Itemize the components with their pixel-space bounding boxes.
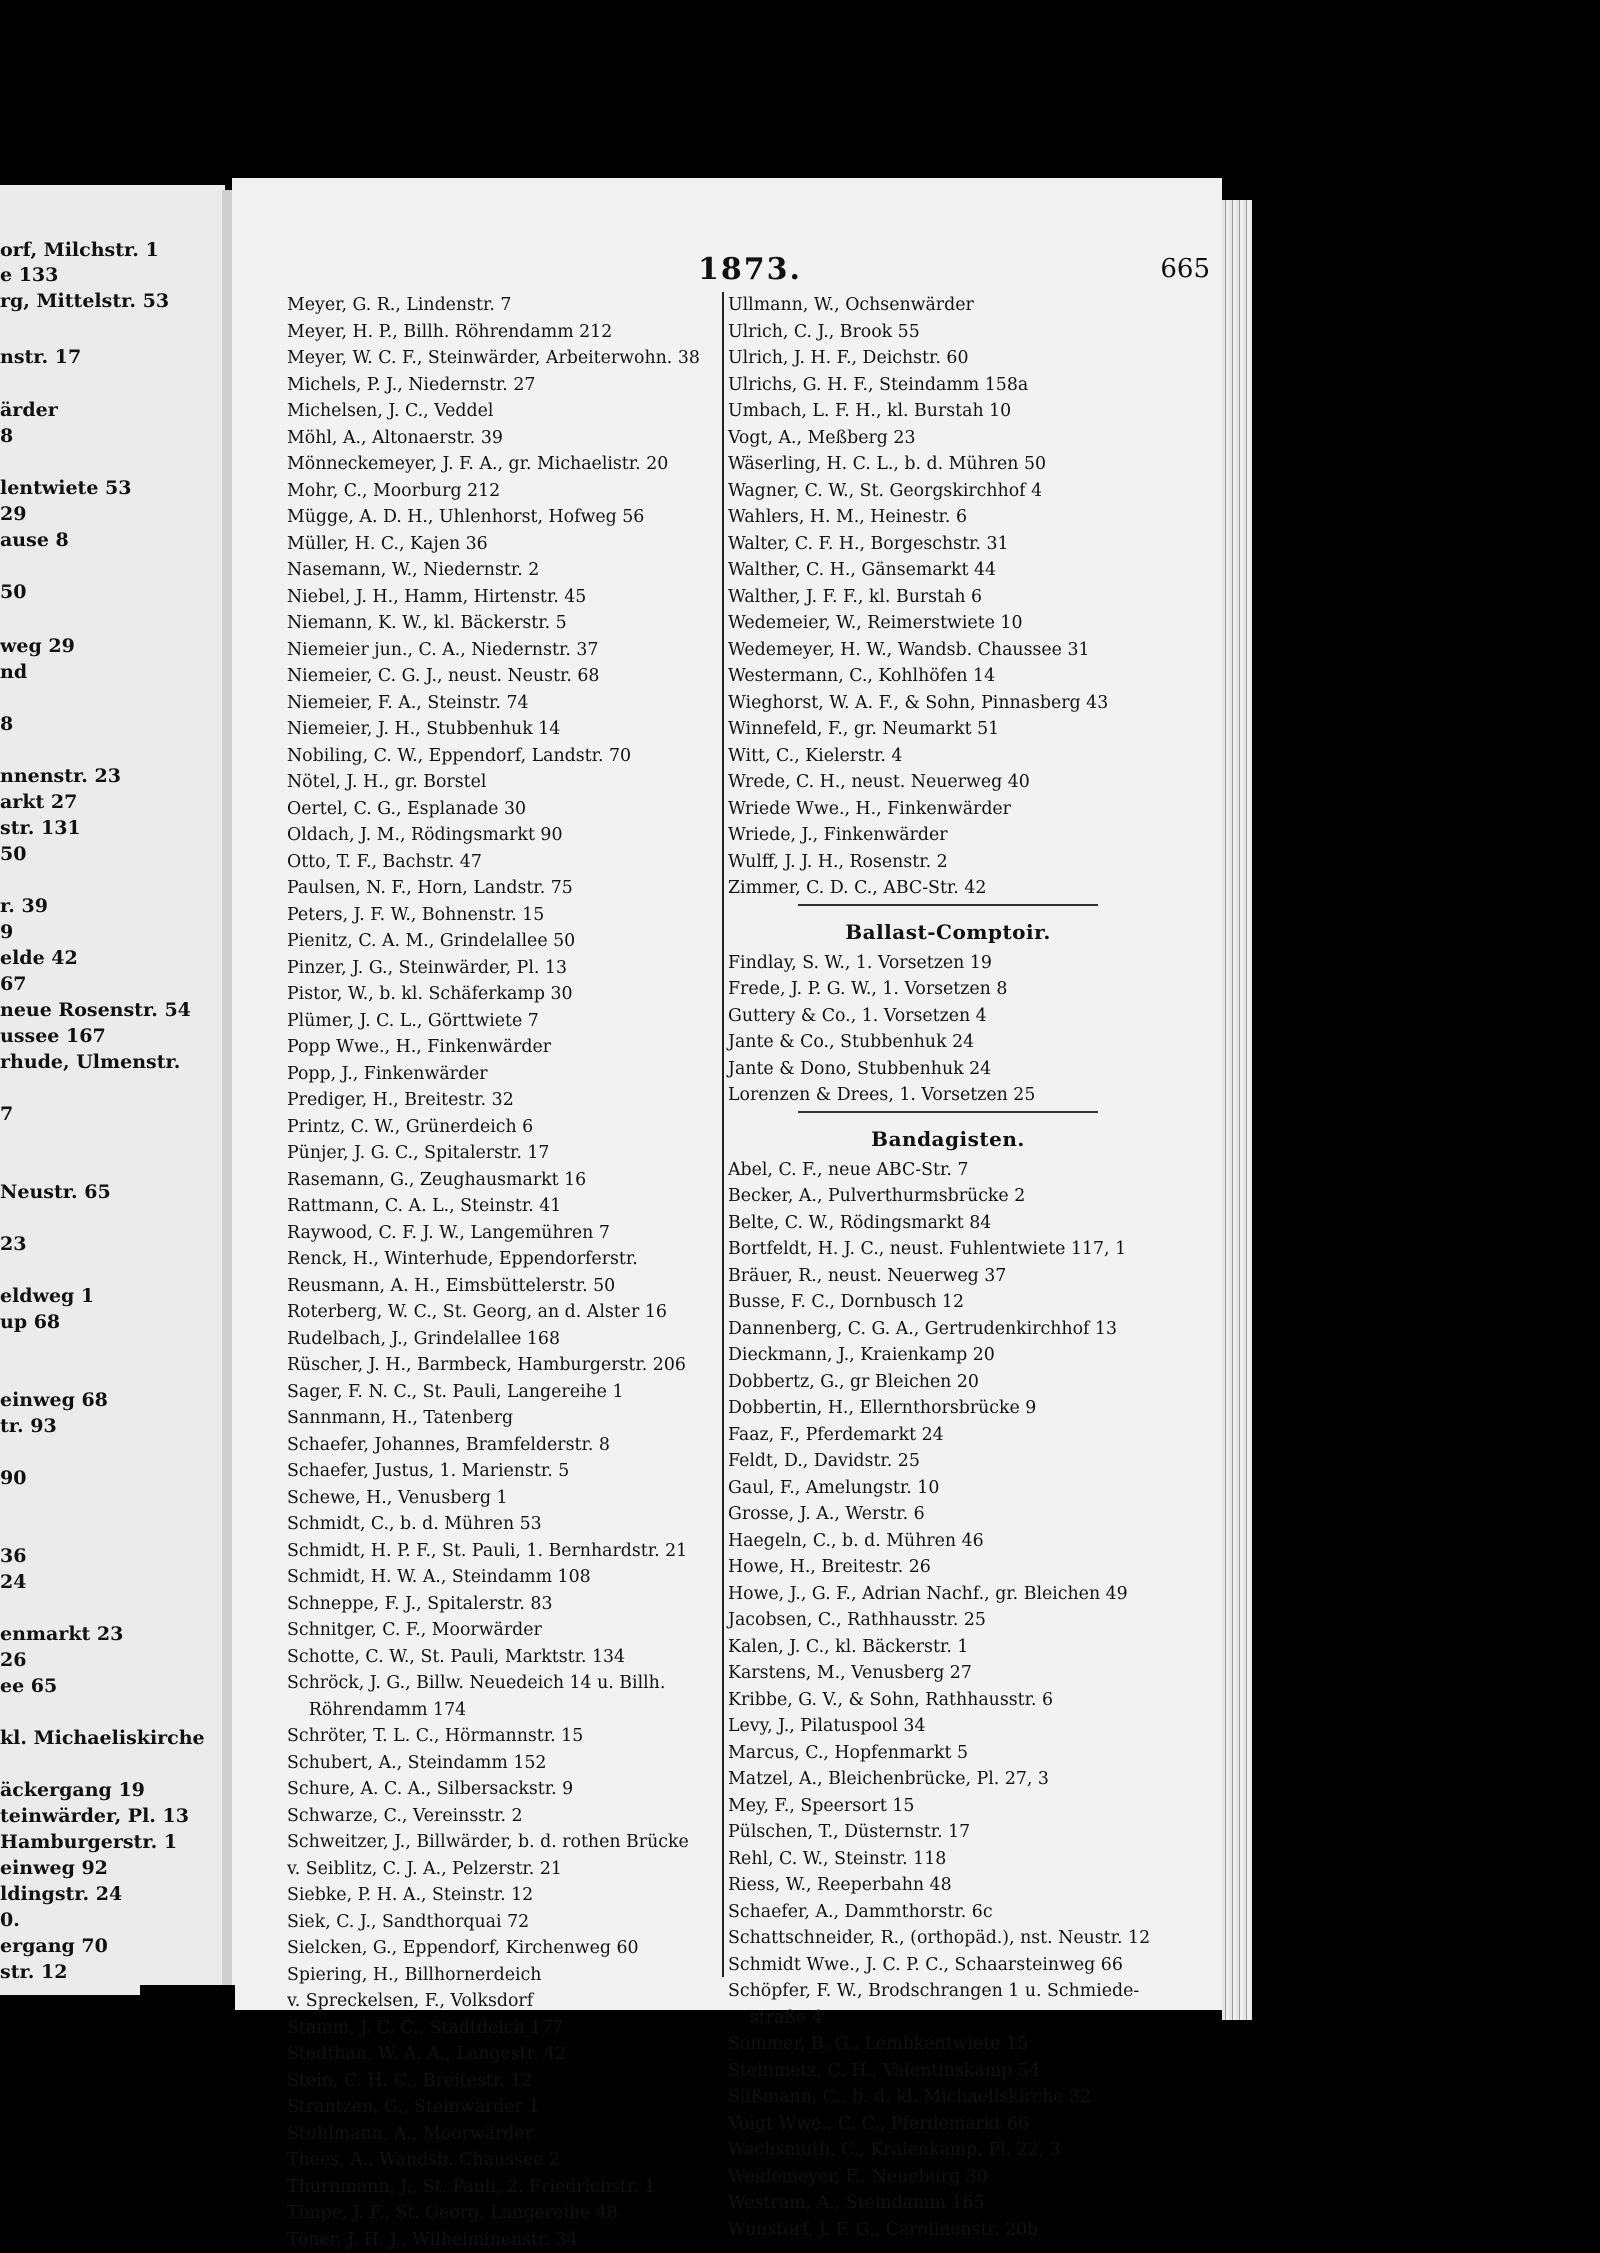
- left-page-entry: 90: [0, 1466, 26, 1490]
- directory-entry: Stedthan, W. A. A., Langestr. 42: [287, 2041, 723, 2068]
- directory-entry: Westermann, C., Kohlhöfen 14: [728, 663, 1164, 690]
- directory-entry: Paulsen, N. F., Horn, Landstr. 75: [287, 875, 723, 902]
- left-page-entry: neue Rosenstr. 54: [0, 998, 191, 1022]
- left-page-entry: nd: [0, 660, 27, 684]
- directory-entry: Raywood, C. F. J. W., Langemühren 7: [287, 1220, 723, 1247]
- left-page-entry: ergang 70: [0, 1934, 108, 1958]
- directory-entry: Wieghorst, W. A. F., & Sohn, Pinnasberg 43: [728, 690, 1164, 717]
- directory-entry: Röhrendamm 174: [287, 1697, 723, 1724]
- directory-entry: Pünjer, J. G. C., Spitalerstr. 17: [287, 1140, 723, 1167]
- directory-entry: Dobbertin, H., Ellernthorsbrücke 9: [728, 1395, 1164, 1422]
- directory-entry: Printz, C. W., Grünerdeich 6: [287, 1114, 723, 1141]
- directory-entry: Wunstorf, J. F. G., Carolinenstr. 20b: [728, 2217, 1164, 2244]
- directory-entry: Abel, C. F., neue ABC-Str. 7: [728, 1157, 1164, 1184]
- directory-entry: Schmidt Wwe., J. C. P. C., Schaarsteinweg 66: [728, 1952, 1164, 1979]
- directory-entry: Nötel, J. H., gr. Borstel: [287, 769, 723, 796]
- directory-entry: Voigt Wwe., C. C., Pferdemarkt 66: [728, 2111, 1164, 2138]
- page-edges: [1222, 200, 1252, 2020]
- directory-entry: Ullmann, W., Ochsenwärder: [728, 292, 1164, 319]
- directory-entry: Reusmann, A. H., Eimsbüttelerstr. 50: [287, 1273, 723, 1300]
- directory-entry: Meyer, W. C. F., Steinwärder, Arbeiterwohn. 38: [287, 345, 723, 372]
- directory-entry: Dobbertz, G., gr Bleichen 20: [728, 1369, 1164, 1396]
- directory-entry: Umbach, L. F. H., kl. Burstah 10: [728, 398, 1164, 425]
- directory-entry: Karstens, M., Venusberg 27: [728, 1660, 1164, 1687]
- directory-entry: Witt, C., Kielerstr. 4: [728, 743, 1164, 770]
- column-divider: [722, 292, 724, 1977]
- directory-entry: Busse, F. C., Dornbusch 12: [728, 1289, 1164, 1316]
- directory-entry: Sannmann, H., Tatenberg: [287, 1405, 723, 1432]
- directory-entry: Stamm, J. C. C., Stadtdeich 177: [287, 2015, 723, 2042]
- directory-entry: Mönneckemeyer, J. F. A., gr. Michaelistr. 20: [287, 451, 723, 478]
- left-page-entry: 0.: [0, 1908, 20, 1932]
- directory-entry: Wachsmuth, C., Kraienkamp, Pl. 22, 3: [728, 2137, 1164, 2164]
- directory-entry: Stein, C. H. C., Breitestr. 12: [287, 2068, 723, 2095]
- section-heading: Ballast-Comptoir.: [728, 910, 1168, 950]
- page-year: 1873.: [698, 252, 802, 287]
- left-page-entry: nnenstr. 23: [0, 764, 121, 788]
- directory-entry: Rasemann, G., Zeughausmarkt 16: [287, 1167, 723, 1194]
- directory-entry: Wulff, J. J. H., Rosenstr. 2: [728, 849, 1164, 876]
- left-page-entry: arkt 27: [0, 790, 77, 814]
- directory-entry: Pistor, W., b. kl. Schäferkamp 30: [287, 981, 723, 1008]
- directory-entry: Popp Wwe., H., Finkenwärder: [287, 1034, 723, 1061]
- directory-entry: v. Spreckelsen, F., Volksdorf: [287, 1988, 723, 2015]
- directory-entry: Bortfeldt, H. J. C., neust. Fuhlentwiete 117, 1: [728, 1236, 1164, 1263]
- left-page-entry: up 68: [0, 1310, 60, 1334]
- section-rule: [798, 1111, 1098, 1113]
- directory-entry: Rattmann, C. A. L., Steinstr. 41: [287, 1193, 723, 1220]
- directory-entry: Siebke, P. H. A., Steinstr. 12: [287, 1882, 723, 1909]
- left-page-entry: ee 65: [0, 1674, 57, 1698]
- directory-entry: Levy, J., Pilatuspool 34: [728, 1713, 1164, 1740]
- directory-entry: Walther, C. H., Gänsemarkt 44: [728, 557, 1164, 584]
- directory-entry: Belte, C. W., Rödingsmarkt 84: [728, 1210, 1164, 1237]
- left-page-entry: weg 29: [0, 634, 75, 658]
- directory-entry: Zimmer, C. D. C., ABC-Str. 42: [728, 875, 1164, 902]
- left-page-entry: enmarkt 23: [0, 1622, 123, 1646]
- directory-entry: Mey, F., Speersort 15: [728, 1793, 1164, 1820]
- directory-entry: Ulrich, C. J., Brook 55: [728, 319, 1164, 346]
- left-page-entry: 7: [0, 1102, 13, 1126]
- directory-entry: Westram, A., Steindamm 165: [728, 2190, 1164, 2217]
- directory-entry: Schmidt, H. P. F., St. Pauli, 1. Bernhardstr. 21: [287, 1538, 723, 1565]
- left-page-entry: 29: [0, 502, 26, 526]
- directory-entry: Weidemeyer, F., Neueburg 30: [728, 2164, 1164, 2191]
- directory-entry: Wäserling, H. C. L., b. d. Mühren 50: [728, 451, 1164, 478]
- left-page-entry: 24: [0, 1570, 26, 1594]
- left-page-entry: 23: [0, 1232, 26, 1256]
- directory-entry: Peters, J. F. W., Bohnenstr. 15: [287, 902, 723, 929]
- directory-entry: Grosse, J. A., Werstr. 6: [728, 1501, 1164, 1528]
- directory-entry: Wriede, J., Finkenwärder: [728, 822, 1164, 849]
- directory-entry: Schaefer, A., Dammthorstr. 6c: [728, 1899, 1164, 1926]
- directory-entry: Winnefeld, F., gr. Neumarkt 51: [728, 716, 1164, 743]
- left-page-entry: rg, Mittelstr. 53: [0, 289, 169, 313]
- directory-entry: Wedemeier, W., Reimerstwiete 10: [728, 610, 1164, 637]
- directory-entry: Nobiling, C. W., Eppendorf, Landstr. 70: [287, 743, 723, 770]
- directory-entry: Timpe, J. F., St. Georg, Langereihe 48: [287, 2200, 723, 2227]
- directory-entry: straße 4: [728, 2005, 1164, 2032]
- directory-entry: Thurnmann, J., St. Pauli, 2. Friedrichstr. 1: [287, 2174, 723, 2201]
- directory-entry: Wahlers, H. M., Heinestr. 6: [728, 504, 1164, 531]
- directory-entry: Stuhlmann, A., Moorwärder: [287, 2121, 723, 2148]
- directory-entry: Kalen, J. C., kl. Bäckerstr. 1: [728, 1634, 1164, 1661]
- directory-entry: Marcus, C., Hopfenmarkt 5: [728, 1740, 1164, 1767]
- directory-entry: Renck, H., Winterhude, Eppendorferstr.: [287, 1246, 723, 1273]
- directory-entry: Wagner, C. W., St. Georgskirchhof 4: [728, 478, 1164, 505]
- directory-entry: Michels, P. J., Niedernstr. 27: [287, 372, 723, 399]
- left-page-entry: 50: [0, 580, 26, 604]
- directory-entry: Schewe, H., Venusberg 1: [287, 1485, 723, 1512]
- directory-entry: Müller, H. C., Kajen 36: [287, 531, 723, 558]
- left-page-entry: orf, Milchstr. 1: [0, 238, 159, 262]
- directory-entry: Dieckmann, J., Kraienkamp 20: [728, 1342, 1164, 1369]
- directory-entry: Oldach, J. M., Rödingsmarkt 90: [287, 822, 723, 849]
- directory-entry: Steinmetz, C. H., Valentinskamp 54: [728, 2058, 1164, 2085]
- directory-entry: Pülschen, T., Düsternstr. 17: [728, 1819, 1164, 1846]
- directory-entry: Walter, C. F. H., Borgeschstr. 31: [728, 531, 1164, 558]
- binding-shadow: [140, 1985, 235, 2177]
- directory-entry: Ulrich, J. H. F., Deichstr. 60: [728, 345, 1164, 372]
- directory-entry: Spiering, H., Billhornerdeich: [287, 1962, 723, 1989]
- left-page-entry: 50: [0, 842, 26, 866]
- directory-entry: Frede, J. P. G. W., 1. Vorsetzen 8: [728, 976, 1164, 1003]
- directory-entry: v. Seiblitz, C. J. A., Pelzerstr. 21: [287, 1856, 723, 1883]
- directory-entry: Jante & Dono, Stubbenhuk 24: [728, 1056, 1164, 1083]
- directory-entry: Süßmann, C., b. d. kl. Michaeliskirche 32: [728, 2084, 1164, 2111]
- directory-entry: Schmidt, C., b. d. Mühren 53: [287, 1511, 723, 1538]
- directory-entry: Niemeier, J. H., Stubbenhuk 14: [287, 716, 723, 743]
- gutter: [222, 190, 232, 1990]
- page-header: [232, 252, 1222, 286]
- left-page-entry: elde 42: [0, 946, 78, 970]
- directory-entry: Vogt, A., Meßberg 23: [728, 425, 1164, 452]
- left-page-entry: ause 8: [0, 528, 69, 552]
- directory-entry: Gaul, F., Amelungstr. 10: [728, 1475, 1164, 1502]
- directory-entry: Schröter, T. L. C., Hörmannstr. 15: [287, 1723, 723, 1750]
- directory-column-right: [728, 292, 1168, 2243]
- directory-entry: Sielcken, G., Eppendorf, Kirchenweg 60: [287, 1935, 723, 1962]
- left-page-entry: äckergang 19: [0, 1778, 145, 1802]
- left-page-entry: 26: [0, 1648, 26, 1672]
- left-page-entry: 8: [0, 712, 13, 736]
- directory-entry: Niemeier, F. A., Steinstr. 74: [287, 690, 723, 717]
- directory-entry: Rudelbach, J., Grindelallee 168: [287, 1326, 723, 1353]
- directory-entry: Prediger, H., Breitestr. 32: [287, 1087, 723, 1114]
- directory-entry: Töner, J. H. J., Wilhelminenstr. 34: [287, 2227, 723, 2253]
- left-page-entry: e 133: [0, 263, 58, 287]
- directory-entry: Feldt, D., Davidstr. 25: [728, 1448, 1164, 1475]
- directory-entry: Pinzer, J. G., Steinwärder, Pl. 13: [287, 955, 723, 982]
- directory-column-left: [287, 292, 727, 2253]
- directory-entry: Niemeier, C. G. J., neust. Neustr. 68: [287, 663, 723, 690]
- directory-entry: Schaefer, Johannes, Bramfelderstr. 8: [287, 1432, 723, 1459]
- page-number: 665: [1160, 254, 1210, 284]
- directory-entry: Meyer, H. P., Billh. Röhrendamm 212: [287, 319, 723, 346]
- left-page-entry: ärder: [0, 398, 58, 422]
- left-page-entry: kl. Michaeliskirche: [0, 1726, 205, 1750]
- directory-entry: Popp, J., Finkenwärder: [287, 1061, 723, 1088]
- directory-entry: Schnitger, C. F., Moorwärder: [287, 1617, 723, 1644]
- left-page-entry: str. 12: [0, 1960, 67, 1984]
- left-page-entry: ldingstr. 24: [0, 1882, 122, 1906]
- directory-entry: Schotte, C. W., St. Pauli, Marktstr. 134: [287, 1644, 723, 1671]
- directory-entry: Howe, H., Breitestr. 26: [728, 1554, 1164, 1581]
- directory-entry: Niemann, K. W., kl. Bäckerstr. 5: [287, 610, 723, 637]
- directory-entry: Faaz, F., Pferdemarkt 24: [728, 1422, 1164, 1449]
- directory-entry: Rüscher, J. H., Barmbeck, Hamburgerstr. 206: [287, 1352, 723, 1379]
- directory-entry: Schure, A. C. A., Silbersackstr. 9: [287, 1776, 723, 1803]
- left-page-fragment: [0, 185, 225, 1995]
- directory-entry: Wrede, C. H., neust. Neuerweg 40: [728, 769, 1164, 796]
- directory-entry: Schröck, J. G., Billw. Neuedeich 14 u. Billh.: [287, 1670, 723, 1697]
- left-page-entry: tr. 93: [0, 1414, 57, 1438]
- directory-entry: Mohr, C., Moorburg 212: [287, 478, 723, 505]
- directory-entry: Becker, A., Pulverthurmsbrücke 2: [728, 1183, 1164, 1210]
- directory-entry: Schweitzer, J., Billwärder, b. d. rothen Brücke: [287, 1829, 723, 1856]
- directory-entry: Thees, A., Wandsb. Chaussee 2: [287, 2147, 723, 2174]
- directory-entry: Sager, F. N. C., St. Pauli, Langereihe 1: [287, 1379, 723, 1406]
- directory-entry: Meyer, G. R., Lindenstr. 7: [287, 292, 723, 319]
- directory-entry: Oertel, C. G., Esplanade 30: [287, 796, 723, 823]
- directory-entry: Lorenzen & Drees, 1. Vorsetzen 25: [728, 1082, 1164, 1109]
- directory-entry: Guttery & Co., 1. Vorsetzen 4: [728, 1003, 1164, 1030]
- left-page-entry: str. 131: [0, 816, 81, 840]
- directory-entry: Schmidt, H. W. A., Steindamm 108: [287, 1564, 723, 1591]
- section-rule: [798, 904, 1098, 906]
- directory-entry: Riess, W., Reeperbahn 48: [728, 1872, 1164, 1899]
- directory-entry: Kribbe, G. V., & Sohn, Rathhausstr. 6: [728, 1687, 1164, 1714]
- right-page: [232, 178, 1222, 2010]
- directory-entry: Schattschneider, R., (orthopäd.), nst. Neustr. 12: [728, 1925, 1164, 1952]
- directory-entry: Pienitz, C. A. M., Grindelallee 50: [287, 928, 723, 955]
- directory-entry: Wriede Wwe., H., Finkenwärder: [728, 796, 1164, 823]
- directory-entry: Schöpfer, F. W., Brodschrangen 1 u. Schmiede-: [728, 1978, 1164, 2005]
- directory-entry: Jante & Co., Stubbenhuk 24: [728, 1029, 1164, 1056]
- left-page-entry: nstr. 17: [0, 345, 81, 369]
- directory-entry: Möhl, A., Altonaerstr. 39: [287, 425, 723, 452]
- directory-entry: Roterberg, W. C., St. Georg, an d. Alster 16: [287, 1299, 723, 1326]
- directory-entry: Plümer, J. C. L., Görttwiete 7: [287, 1008, 723, 1035]
- left-page-entry: 9: [0, 920, 13, 944]
- directory-entry: Matzel, A., Bleichenbrücke, Pl. 27, 3: [728, 1766, 1164, 1793]
- left-page-entry: r. 39: [0, 894, 48, 918]
- directory-entry: Otto, T. F., Bachstr. 47: [287, 849, 723, 876]
- left-page-entry: Neustr. 65: [0, 1180, 111, 1204]
- left-page-entry: eldweg 1: [0, 1284, 94, 1308]
- directory-entry: Ulrichs, G. H. F., Steindamm 158a: [728, 372, 1164, 399]
- directory-entry: Walther, J. F. F., kl. Burstah 6: [728, 584, 1164, 611]
- left-page-entry: einweg 92: [0, 1856, 108, 1880]
- left-page-entry: 8: [0, 424, 13, 448]
- directory-entry: Niemeier jun., C. A., Niedernstr. 37: [287, 637, 723, 664]
- directory-entry: Howe, J., G. F., Adrian Nachf., gr. Bleichen 49: [728, 1581, 1164, 1608]
- directory-entry: Niebel, J. H., Hamm, Hirtenstr. 45: [287, 584, 723, 611]
- directory-entry: Schneppe, F. J., Spitalerstr. 83: [287, 1591, 723, 1618]
- directory-entry: Rehl, C. W., Steinstr. 118: [728, 1846, 1164, 1873]
- directory-entry: Schwarze, C., Vereinsstr. 2: [287, 1803, 723, 1830]
- left-page-entry: Hamburgerstr. 1: [0, 1830, 177, 1854]
- directory-entry: Siek, C. J., Sandthorquai 72: [287, 1909, 723, 1936]
- directory-entry: Michelsen, J. C., Veddel: [287, 398, 723, 425]
- section-heading: Bandagisten.: [728, 1117, 1168, 1157]
- left-page-entry: einweg 68: [0, 1388, 108, 1412]
- directory-entry: Wedemeyer, H. W., Wandsb. Chaussee 31: [728, 637, 1164, 664]
- left-page-entry: 67: [0, 972, 26, 996]
- directory-entry: Dannenberg, C. G. A., Gertrudenkirchhof 13: [728, 1316, 1164, 1343]
- left-page-entry: lentwiete 53: [0, 476, 131, 500]
- directory-entry: Sommer, B. G., Lembkentwiete 15: [728, 2031, 1164, 2058]
- left-page-entry: rhude, Ulmenstr.: [0, 1050, 180, 1074]
- directory-entry: Schubert, A., Steindamm 152: [287, 1750, 723, 1777]
- directory-entry: Jacobsen, C., Rathhausstr. 25: [728, 1607, 1164, 1634]
- directory-entry: Findlay, S. W., 1. Vorsetzen 19: [728, 950, 1164, 977]
- left-page-entry: ussee 167: [0, 1024, 106, 1048]
- left-page-entry: 36: [0, 1544, 26, 1568]
- left-page-entry: teinwärder, Pl. 13: [0, 1804, 189, 1828]
- directory-entry: Mügge, A. D. H., Uhlenhorst, Hofweg 56: [287, 504, 723, 531]
- directory-entry: Haegeln, C., b. d. Mühren 46: [728, 1528, 1164, 1555]
- directory-entry: Schaefer, Justus, 1. Marienstr. 5: [287, 1458, 723, 1485]
- directory-entry: Nasemann, W., Niedernstr. 2: [287, 557, 723, 584]
- directory-entry: Bräuer, R., neust. Neuerweg 37: [728, 1263, 1164, 1290]
- directory-entry: Strantzen, G., Steinwärder 1: [287, 2094, 723, 2121]
